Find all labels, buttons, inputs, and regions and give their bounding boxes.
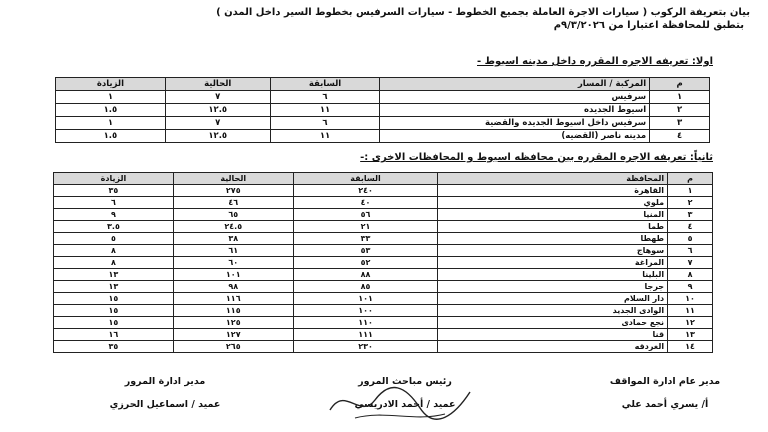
cell-previous: ٦ [270, 117, 380, 130]
col-header-increase: الزيادة [54, 173, 174, 185]
cell-increase: ١.٥ [56, 104, 166, 117]
col-header-current: الحالية [165, 78, 270, 91]
table-row [54, 245, 713, 257]
cell-index: ٢ [668, 197, 713, 209]
table-row [54, 293, 713, 305]
cell-index: ٧ [668, 257, 713, 269]
table-row [54, 269, 713, 281]
cell-previous: ٢١ [293, 221, 438, 233]
col-header-route: المركبة / المسار [380, 78, 650, 91]
col-header-previous: السابقة [270, 78, 380, 91]
cell-increase: ١٥ [54, 293, 174, 305]
cell-current: ١٢٥ [173, 317, 293, 329]
cell-current: ١١٦ [173, 293, 293, 305]
cell-current: ١٠١ [173, 269, 293, 281]
cell-index: ٣ [668, 209, 713, 221]
header-effective-date-line: بتطبق للمحافظة اعتبارا من ٩/٣/٢٠٢٦م [553, 20, 744, 31]
document-header [10, 6, 750, 32]
cell-current: ٢٧٥ [173, 185, 293, 197]
table-row [54, 317, 713, 329]
cell-index: ٦ [668, 245, 713, 257]
cell-index: ٨ [668, 269, 713, 281]
cell-index: ١٠ [668, 293, 713, 305]
signature-name: عميد / أحمد الادريسي [354, 399, 456, 410]
cell-route: سرفيس [380, 91, 650, 104]
cell-increase: ١٥ [54, 317, 174, 329]
signature-traffic-manager [95, 376, 235, 410]
cell-increase: ٨ [54, 257, 174, 269]
handwritten-signature-scribble [325, 380, 475, 426]
header-title-line: بيان بتعريفة الركوب ( سيارات الاجرة العاملة بجميع الخطوط - سيارات السرفيس بخطوط السير داخل المدن ) [216, 7, 750, 18]
table-row [54, 197, 713, 209]
cell-index: ١١ [668, 305, 713, 317]
cell-previous: ١١ [270, 104, 380, 117]
cell-previous: ١١١ [293, 329, 438, 341]
cell-previous: ٢٣٠ [293, 341, 438, 353]
cell-current: ٣٨ [173, 233, 293, 245]
cell-current: ١٢.٥ [165, 104, 270, 117]
signature-name: عميد / اسماعيل الحرزي [109, 399, 221, 410]
cell-increase: ٣٥ [54, 185, 174, 197]
cell-increase: ٩ [54, 209, 174, 221]
cell-previous: ٥٢ [293, 257, 438, 269]
cell-governorate: الغردقه [438, 341, 668, 353]
table-row [54, 185, 713, 197]
cell-increase: ١٣ [54, 269, 174, 281]
intercity-fare-table [53, 172, 713, 353]
signature-parking-director [590, 376, 740, 410]
cell-current: ٤٦ [173, 197, 293, 209]
cell-index: ٥ [668, 233, 713, 245]
cell-index: ١ [668, 185, 713, 197]
cell-governorate: المنيا [438, 209, 668, 221]
table-row [56, 117, 710, 130]
cell-governorate: سوهاج [438, 245, 668, 257]
table-row [54, 329, 713, 341]
cell-previous: ١٠١ [293, 293, 438, 305]
cell-increase: ١٣ [54, 281, 174, 293]
cell-index: ١٣ [668, 329, 713, 341]
cell-index: ١ [650, 91, 710, 104]
cell-index: ١٢ [668, 317, 713, 329]
col-header-previous: السابقة [293, 173, 438, 185]
table-row [54, 257, 713, 269]
cell-governorate: البلينا [438, 269, 668, 281]
cell-increase: ١٦ [54, 329, 174, 341]
cell-previous: ٣٣ [293, 233, 438, 245]
section-title-inside-city: اولا: تعريفه الاجره المقرره داخل مدينه اسيوط - [477, 56, 713, 67]
signature-title: رئيس مباحث المرور [358, 376, 452, 387]
cell-index: ٣ [650, 117, 710, 130]
cell-current: ٩٨ [173, 281, 293, 293]
cell-previous: ٨٥ [293, 281, 438, 293]
cell-increase: ٣.٥ [54, 221, 174, 233]
cell-previous: ١١٠ [293, 317, 438, 329]
signature-title: مدير عام ادارة المواقف [609, 376, 721, 387]
cell-governorate: نجع حمادى [438, 317, 668, 329]
cell-previous: ٨٨ [293, 269, 438, 281]
cell-index: ٩ [668, 281, 713, 293]
cell-previous: ٤٠ [293, 197, 438, 209]
cell-route: اسيوط الجديده [380, 104, 650, 117]
cell-current: ٢٤.٥ [173, 221, 293, 233]
cell-increase: ١.٥ [56, 130, 166, 143]
cell-current: ١٢٧ [173, 329, 293, 341]
cell-previous: ٦ [270, 91, 380, 104]
intercity-table-body [54, 185, 713, 353]
cell-current: ٦٥ [173, 209, 293, 221]
signature-title: مدير ادارة المرور [124, 376, 206, 387]
col-header-governorate: المحافظة [438, 173, 668, 185]
cell-increase: ١ [56, 117, 166, 130]
cell-governorate: جرجا [438, 281, 668, 293]
cell-increase: ٨ [54, 245, 174, 257]
table-row [54, 341, 713, 353]
table-row [54, 305, 713, 317]
col-header-index: م [668, 173, 713, 185]
cell-current: ٦٠ [173, 257, 293, 269]
table-row [56, 104, 710, 117]
cell-governorate: طهطا [438, 233, 668, 245]
table-row [56, 130, 710, 143]
cell-previous: ١٠٠ [293, 305, 438, 317]
table-row [54, 281, 713, 293]
cell-governorate: دار السلام [438, 293, 668, 305]
cell-previous: ١١ [270, 130, 380, 143]
cell-current: ١٢.٥ [165, 130, 270, 143]
cell-previous: ٥٦ [293, 209, 438, 221]
signature-traffic-chief [335, 376, 475, 410]
cell-index: ٢ [650, 104, 710, 117]
table-row [54, 209, 713, 221]
table-row [54, 233, 713, 245]
cell-governorate: الوادى الجديد [438, 305, 668, 317]
cell-previous: ٢٤٠ [293, 185, 438, 197]
cell-previous: ٥٣ [293, 245, 438, 257]
cell-governorate: قنا [438, 329, 668, 341]
cell-governorate: المراغة [438, 257, 668, 269]
cell-index: ٤ [650, 130, 710, 143]
cell-current: ١١٥ [173, 305, 293, 317]
col-header-current: الحالية [173, 173, 293, 185]
cell-current: ٧ [165, 91, 270, 104]
cell-index: ٤ [668, 221, 713, 233]
table-header-row [54, 173, 713, 185]
inside-city-fare-table [55, 77, 710, 143]
col-header-index: م [650, 78, 710, 91]
cell-current: ٢٦٥ [173, 341, 293, 353]
cell-increase: ٣٥ [54, 341, 174, 353]
cell-current: ٧ [165, 117, 270, 130]
col-header-increase: الزيادة [56, 78, 166, 91]
cell-route: مدينه ناصر (القضيه) [380, 130, 650, 143]
cell-current: ٦١ [173, 245, 293, 257]
cell-governorate: القاهرة [438, 185, 668, 197]
signature-name: أ/ يسري أحمد علي [621, 399, 709, 410]
cell-governorate: طما [438, 221, 668, 233]
cell-increase: ٥ [54, 233, 174, 245]
cell-increase: ١ [56, 91, 166, 104]
table-row [56, 91, 710, 104]
cell-governorate: ملوي [438, 197, 668, 209]
table-header-row [56, 78, 710, 91]
table-row [54, 221, 713, 233]
cell-increase: ١٥ [54, 305, 174, 317]
cell-increase: ٦ [54, 197, 174, 209]
cell-route: سرفيس داخل اسيوط الجديده والقضية [380, 117, 650, 130]
section-title-intercity: ثانياً: تعريفه الاجره المقرره بين محافظه اسيوط و المحافظات الاخرى :- [360, 152, 713, 163]
cell-index: ١٤ [668, 341, 713, 353]
